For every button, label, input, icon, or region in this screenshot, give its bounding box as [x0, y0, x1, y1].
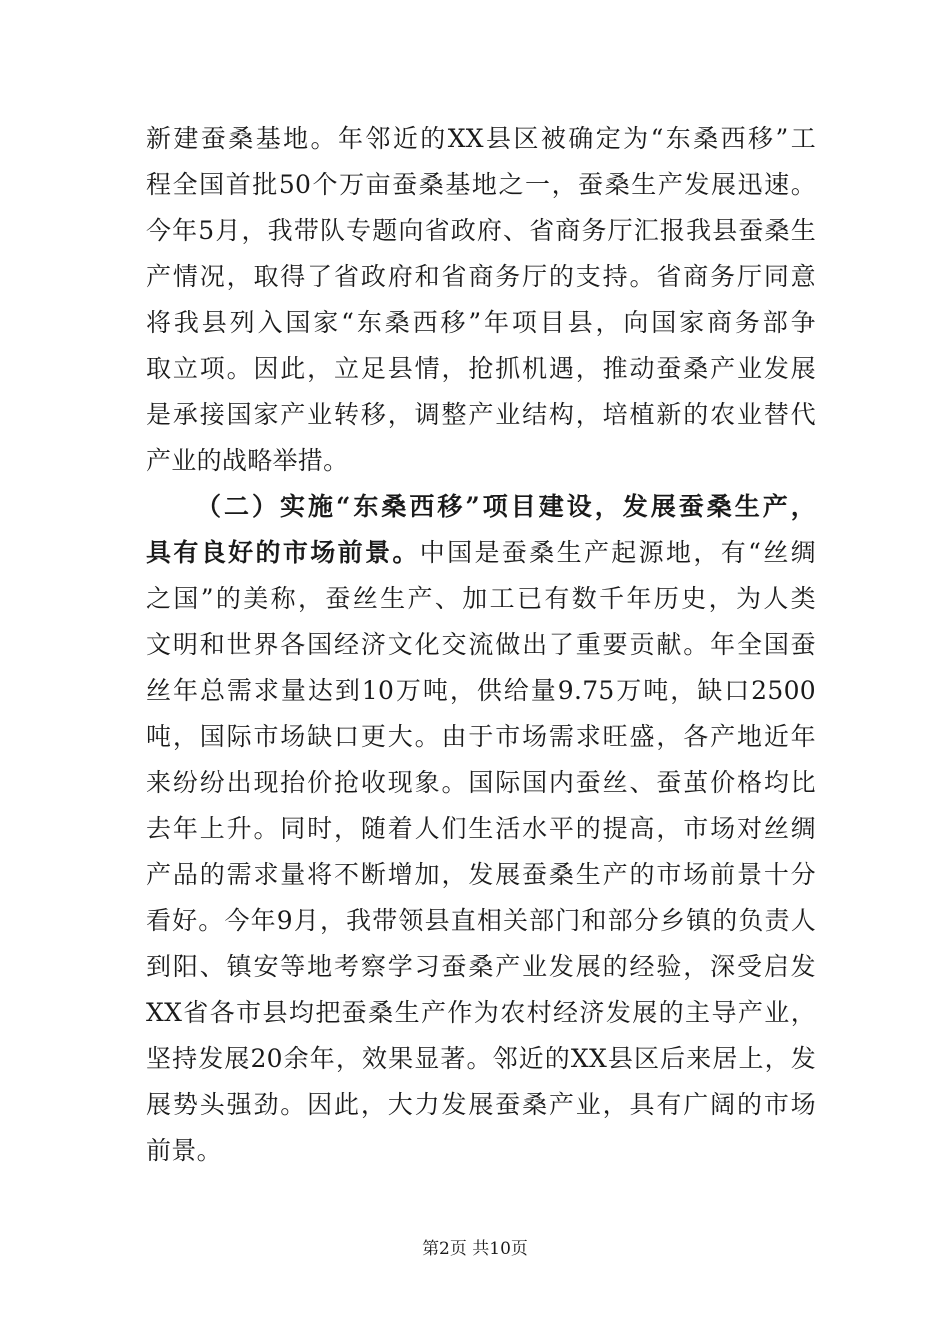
text-line: 坚持发展20余年，效果显著。邻近的XX县区后来居上，发 — [146, 1044, 816, 1073]
text-line: 将我县列入国家“东桑西移”年项目县，向国家商务部争 — [146, 308, 816, 337]
text-line: 看好。今年9月，我带领县直相关部门和部分乡镇的负责人 — [146, 906, 816, 935]
text-line: 来纷纷出现抬价抢收现象。国际国内蚕丝、蚕茧价格均比 — [146, 768, 816, 797]
text-line: 新建蚕桑基地。年邻近的XX县区被确定为“东桑西移”工 — [146, 124, 816, 153]
text-line: 今年5月，我带队专题向省政府、省商务厅汇报我县蚕桑生 — [146, 216, 816, 245]
text-line: 程全国首批50个万亩蚕桑基地之一，蚕桑生产发展迅速。 — [146, 170, 816, 199]
paragraph-1 — [146, 116, 816, 484]
section-heading-continued: 具有良好的市场前景。 — [146, 538, 420, 567]
text-line: 展势头强劲。因此，大力发展蚕桑产业，具有广阔的市场 — [146, 1090, 816, 1119]
text-line: 去年上升。同时，随着人们生活水平的提高，市场对丝绸 — [146, 814, 816, 843]
text-line: 之国”的美称，蚕丝生产、加工已有数千年历史，为人类 — [146, 584, 816, 613]
page-number-footer: 第2页 共10页 — [422, 1239, 528, 1259]
document-body — [146, 116, 816, 1174]
text-line: 产情况，取得了省政府和省商务厅的支持。省商务厅同意 — [146, 262, 816, 291]
text-line: XX省各市县均把蚕桑生产作为农村经济发展的主导产业， — [146, 998, 816, 1027]
text-line: 丝年总需求量达到10万吨，供给量9.75万吨，缺口2500 — [146, 676, 816, 705]
text-run: 中国是蚕桑生产起源地，有“丝绸 — [419, 538, 816, 567]
text-line: 产品的需求量将不断增加，发展蚕桑生产的市场前景十分 — [146, 860, 816, 889]
text-line — [146, 530, 816, 576]
section-heading: （二）实施“东桑西移”项目建设，发展蚕桑生产， — [196, 492, 816, 521]
text-line: 吨，国际市场缺口更大。由于市场需求旺盛，各产地近年 — [146, 722, 816, 751]
text-line: 文明和世界各国经济文化交流做出了重要贡献。年全国蚕 — [146, 630, 816, 659]
text-line: 取立项。因此，立足县情，抢抓机遇，推动蚕桑产业发展 — [146, 354, 816, 383]
text-line: 前景。 — [146, 1136, 222, 1165]
text-line: 是承接国家产业转移，调整产业结构，培植新的农业替代 — [146, 400, 816, 429]
text-line: 到阳、镇安等地考察学习蚕桑产业发展的经验，深受启发 — [146, 952, 816, 981]
paragraph-2 — [146, 484, 816, 1174]
text-line: 产业的战略举措。 — [146, 446, 349, 475]
